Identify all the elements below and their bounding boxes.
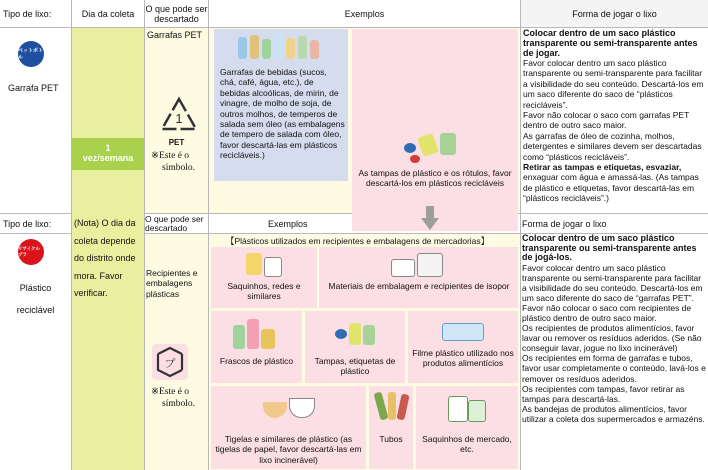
pet-caps-text: As tampas de plástico e os rótulos, favor descartá-los em plásticos recicláveis (358, 168, 512, 189)
plastic-method-text2: Favor não colocar o saco com recipientes de plástico dentro de outro saco maior. (522, 302, 692, 323)
plastic-item-cell (145, 234, 208, 470)
pet-item-label: Garrafas PET (147, 30, 203, 40)
example-styrofoam: Materiais de embalagem e recipientes de isopor (319, 247, 518, 308)
caps-labels-icon (402, 129, 462, 165)
arrow-down-icon (421, 206, 439, 230)
plastic-method-text3: Os recipientes de produtos alimentícios, favor lavar ou remover os resíduos aderidos. (Se não conseguir lavar, jogue no lixo incinerável) (522, 323, 702, 354)
example-shopping-bags: Saquinhos de mercado, etc. (416, 386, 518, 469)
svg-text:プ: プ (164, 357, 176, 370)
collection-note: (Nota) O dia da coleta depende do distrito onde mora. Favor verificar. (74, 218, 136, 298)
collection-frequency: 1 vez/semana (72, 138, 144, 170)
plastic-header-oque: O que pode ser descartado (145, 214, 204, 233)
plastic-bowls-icon (261, 390, 317, 424)
plastic-method-text4: Os recipientes em forma de garrafas e tubos, favor usar completamente o conteúdo, lavá-los e remover os resíduos aderidos. (522, 353, 706, 384)
shopping-bags-icon (446, 390, 490, 424)
plastic-method-heading: Colocar dentro de um saco plástico transparente ou semi-transparente antes de jogá-los. (522, 233, 697, 262)
pet-method-text2: Favor não colocar o saco com garrafas PET dentro de outro saco maior. (523, 110, 690, 131)
food-film-icon (438, 315, 488, 345)
plastic-header-forma: Forma de jogar o lixo (522, 218, 607, 229)
header-oque: O que pode ser descartado (145, 3, 208, 24)
plastic-type-cell (0, 234, 71, 470)
example-film: Filme plástico utilizado nos produtos alimentícios (408, 311, 518, 383)
col-divider (520, 0, 521, 470)
example-bowls: Tigelas e similares de plástico (as tigelas de papel, favor descartá-las em lixo incinerável) (211, 386, 366, 469)
plastic-badge-icon: リサイクルプラ (18, 239, 44, 265)
pet-method-text4: enxaguar com água e amassá-las. (As tampas de plástico e etiquetas, favor descartá-las em “plásticos recicláveis”.) (523, 172, 699, 204)
pet-method-bold: Retirar as tampas e etiquetas, esvaziar, (523, 162, 682, 173)
pura-mark-box (152, 344, 188, 380)
header-forma: Forma de jogar o lixo (521, 0, 708, 27)
styrofoam-packaging-icon (389, 251, 447, 279)
pet-symbol-note: ※Este é o símbolo. (151, 151, 195, 173)
bags-nets-icon (244, 251, 284, 279)
pet-method (523, 28, 707, 204)
pet-examples-box (214, 29, 348, 181)
svg-text:1: 1 (175, 111, 183, 126)
pet-type-cell (0, 28, 71, 213)
example-bottles: Frascos de plástico (211, 311, 302, 383)
example-caps: Tampas, etiquetas de plástico (305, 311, 405, 383)
pet-symbol-label: PET (168, 138, 185, 147)
pet-type-name: Garrafa PET (8, 83, 59, 93)
pet-recycle-symbol-icon (159, 96, 199, 136)
plastic-method (522, 234, 707, 424)
caps-labels-icon (333, 319, 377, 349)
header-dia: Dia da coleta (81, 8, 135, 19)
pet-examples-text: Garrafas de bebidas (sucos, chá, café, água, etc.), de bebidas alcoólicas, de mirin, de vinagre, de molho de soja, de outros molhos, de temperos de salada sem óleo (as embalagens de tempero de salada com óleo, favor descartá-las em plásticos recicláveis.) (220, 67, 345, 161)
plastic-examples-title: 【Plásticos utilizados em recipientes e embalagens de mercadorias】 (226, 236, 490, 246)
tubes-icon (375, 390, 409, 424)
plastic-symbol-note: ※Este é o símbolo. (151, 387, 195, 409)
pura-mark-icon (152, 344, 188, 380)
pet-badge-icon: ペットボトル (18, 41, 44, 67)
pet-caps-box (352, 29, 518, 231)
plastic-header-exemplos: Exemplos (268, 218, 308, 229)
pet-method-text3: As garrafas de óleo de cozinha, molhos, detergentes e similares devem ser descartadas como “plásticos recicláveis”. (523, 130, 702, 162)
pet-method-text1: Favor colocar dentro um saco plástico transparente ou semi-transparente para facilitar a visibilidade do seu conteúdo. Descartá-los em um saco diferente do saco de “plásticos recicláveis”. (523, 58, 704, 110)
bottles-icon (234, 33, 329, 60)
plastic-bottles-icon (233, 317, 281, 351)
plastic-method-text6: As bandejas de produtos alimentícios, favor utilizar a coleta dos supermercados e armazéns. (522, 403, 705, 424)
pet-item-cell (145, 28, 208, 213)
example-tubes: Tubos (369, 386, 413, 469)
plastic-header-tipo: Tipo de lixo: (3, 218, 52, 229)
plastic-method-text1: Favor colocar dentro um saco plástico transparente ou semi-transparente para facilitar a visibilidade do seu conteúdo. Descartá-los em um saco diferente do saco de “garrafas PET”. (522, 262, 703, 303)
example-bags: Saquinhos, redes e similares (211, 247, 317, 308)
header-exemplos: Exemplos (344, 8, 385, 19)
plastic-item-label: Recipientes e embalagens plásticas (146, 268, 198, 299)
header-tipo: Tipo de lixo: (3, 8, 52, 19)
plastic-method-text5: Os recipientes com tampas, favor retirar as tampas para descartá-las. (522, 383, 685, 404)
pet-method-heading: Colocar dentro de um saco plástico transparente ou semi-transparente antes de jogar. (523, 28, 698, 58)
plastic-type-name: Plástico reciclável (16, 283, 55, 315)
